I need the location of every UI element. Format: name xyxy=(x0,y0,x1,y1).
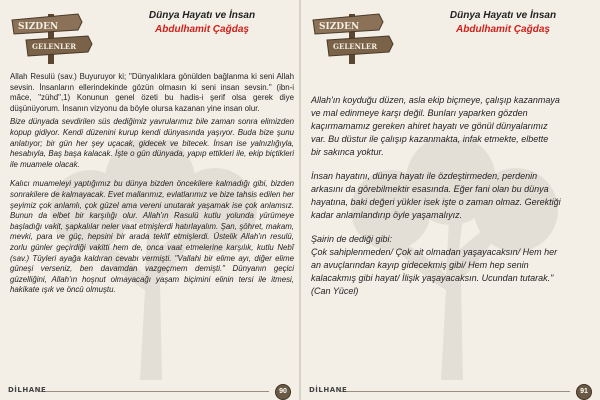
right-header xyxy=(413,10,593,35)
body-line: Şairin de dediği gibi: xyxy=(311,234,393,244)
body-paragraph: Allah Resulü (sav.) Buyuruyor ki; "Dünyalıklara gönülden bağlanma ki seni Allah sevsin. İnsanların ellerindekinde gözün olmasın ki seni insan sevsin." (ibn-i mâce, "zühd",1) Konunun genel özeti bu hadis-i şerif olsa gerek diye düşünüyorum. İnsanın vizyonu da böyle olursa kazanan yine insan olur. xyxy=(10,72,294,113)
body-line: kalacakmış gibi hayat/ İlişik yaşayacaksın. Ucundan tutarak." xyxy=(311,273,554,283)
left-body-text xyxy=(10,72,294,299)
left-footer xyxy=(0,382,299,400)
left-header xyxy=(112,10,292,35)
brand-logo: DİLHANE xyxy=(8,386,47,394)
paragraph-gap xyxy=(311,222,595,233)
signpost-logo-icon xyxy=(8,6,96,64)
logo-line2: GELENLER xyxy=(333,42,378,51)
body-line: an avuçlarından kayıp gidecekmiş gibi/ Hem hep senin xyxy=(311,260,529,270)
body-line: kadar anlamlandırıp öyle yaşamalıyız. xyxy=(311,210,463,220)
footer-rule xyxy=(40,391,269,392)
body-line: arkasını da görebilmektir esasında. Eğer fani olan bu dünya xyxy=(311,184,549,194)
page-title: Dünya Hayatı ve İnsan xyxy=(148,10,256,21)
body-line: bir sakınca yoktur. xyxy=(311,147,384,157)
body-line: ve mal edinmeye karşı değil. Bunları yaparken gözden xyxy=(311,108,528,118)
left-page xyxy=(0,0,299,400)
logo-line1: SIZDEN xyxy=(319,22,360,32)
right-page xyxy=(301,0,600,400)
page-title: Dünya Hayatı ve İnsan xyxy=(449,10,557,21)
body-paragraph: Kalıcı muameleyi yaptığımız bu dünya bizden öncekilere kalmadığı gibi, bizden sonrakilere de kalmayacak. Evet mallarımız, evlatlarımız ve bize tahsis edilen her şeyimiz çok anlamlı, çok güzel ama vereni unutarak yaşamak ise çok anlamsız. Bunun da elbet bir karşılığı olur. Allah'ın Rasulü kutlu yolunda yürümeye başladığı vakit, şapkalılar neler vaat etmişlerdi hatırlayalım. Şan, şöhret, makam, mevki, para ve güç, hepsini bir arada teklif etmişlerdi. Üstelik Allah'ın resulü, zorlu günler geçirdiği vakitti hem de, onca vaat etmelerine karşılık, kutlu Nebî (sav.) Tüyleri ayağa kaldıran cevabı vermişti. "Vallahi bir elime ayı, diğer elime güneşi verseniz, ben davamdan vazgeçmem demişti." Dünyanın geçici güzelliğini, Allah'ın hoşnut olmayacağı yaşam biçimini elinin tersi ile itmesi, hakikate ışık ve öncü olmuştu. xyxy=(10,179,294,295)
right-footer xyxy=(301,382,600,400)
page-number: 90 xyxy=(275,384,291,400)
logo-line2: GELENLER xyxy=(32,42,77,51)
body-line: (Can Yücel) xyxy=(311,286,359,296)
right-body-text xyxy=(311,94,595,298)
body-line: kaçırmamamız gereken ahiret hayatı ve gönül dünyalarımız xyxy=(311,121,548,131)
body-line: İnsan hayatını, dünya hayatı ile özdeştirmeden, perdenin xyxy=(311,171,538,181)
body-line: Çok sahiplenmeden/ Çok ait olmadan yaşayacaksın/ Hem her xyxy=(311,247,558,257)
page-author: Abdulhamit Çağdaş xyxy=(456,24,550,35)
logo-line1: SIZDEN xyxy=(18,22,59,32)
footer-rule xyxy=(341,391,570,392)
body-paragraph: Bize dünyada sevdirilen süs dediğimiz yavrularımız bile zaman sonra elimizden kopup gidiyor. Kendi düzenini kurup kendi dünyasında yaşıyor. Buda bize şunu anlatıyor; bir gün her şey uçacak, gidecek ve bitecek. İnsan ise yalnızlığıyla, hesabıyla, Baş başa kalacak. İşte o gün dünyada, yapıp ettikleri ile, ekip biçtikleri ile muamele olacak. xyxy=(10,117,294,169)
body-line: hayatına, baki değeri yükler isek işte o zaman olmaz. Gerektiği xyxy=(311,197,561,207)
signpost-logo-icon xyxy=(309,6,397,64)
body-line: var. Bu düstur ile çalışıp kazanmakta, infak etmekte, elbette xyxy=(311,134,549,144)
brand-logo: DİLHANE xyxy=(309,386,348,394)
body-line: Allah'ın koyduğu düzen, asla ekip biçmeye, çalışıp kazanmaya xyxy=(311,95,560,105)
page-author: Abdulhamit Çağdaş xyxy=(155,24,249,35)
page-number: 91 xyxy=(576,384,592,400)
paragraph-gap xyxy=(311,159,595,170)
